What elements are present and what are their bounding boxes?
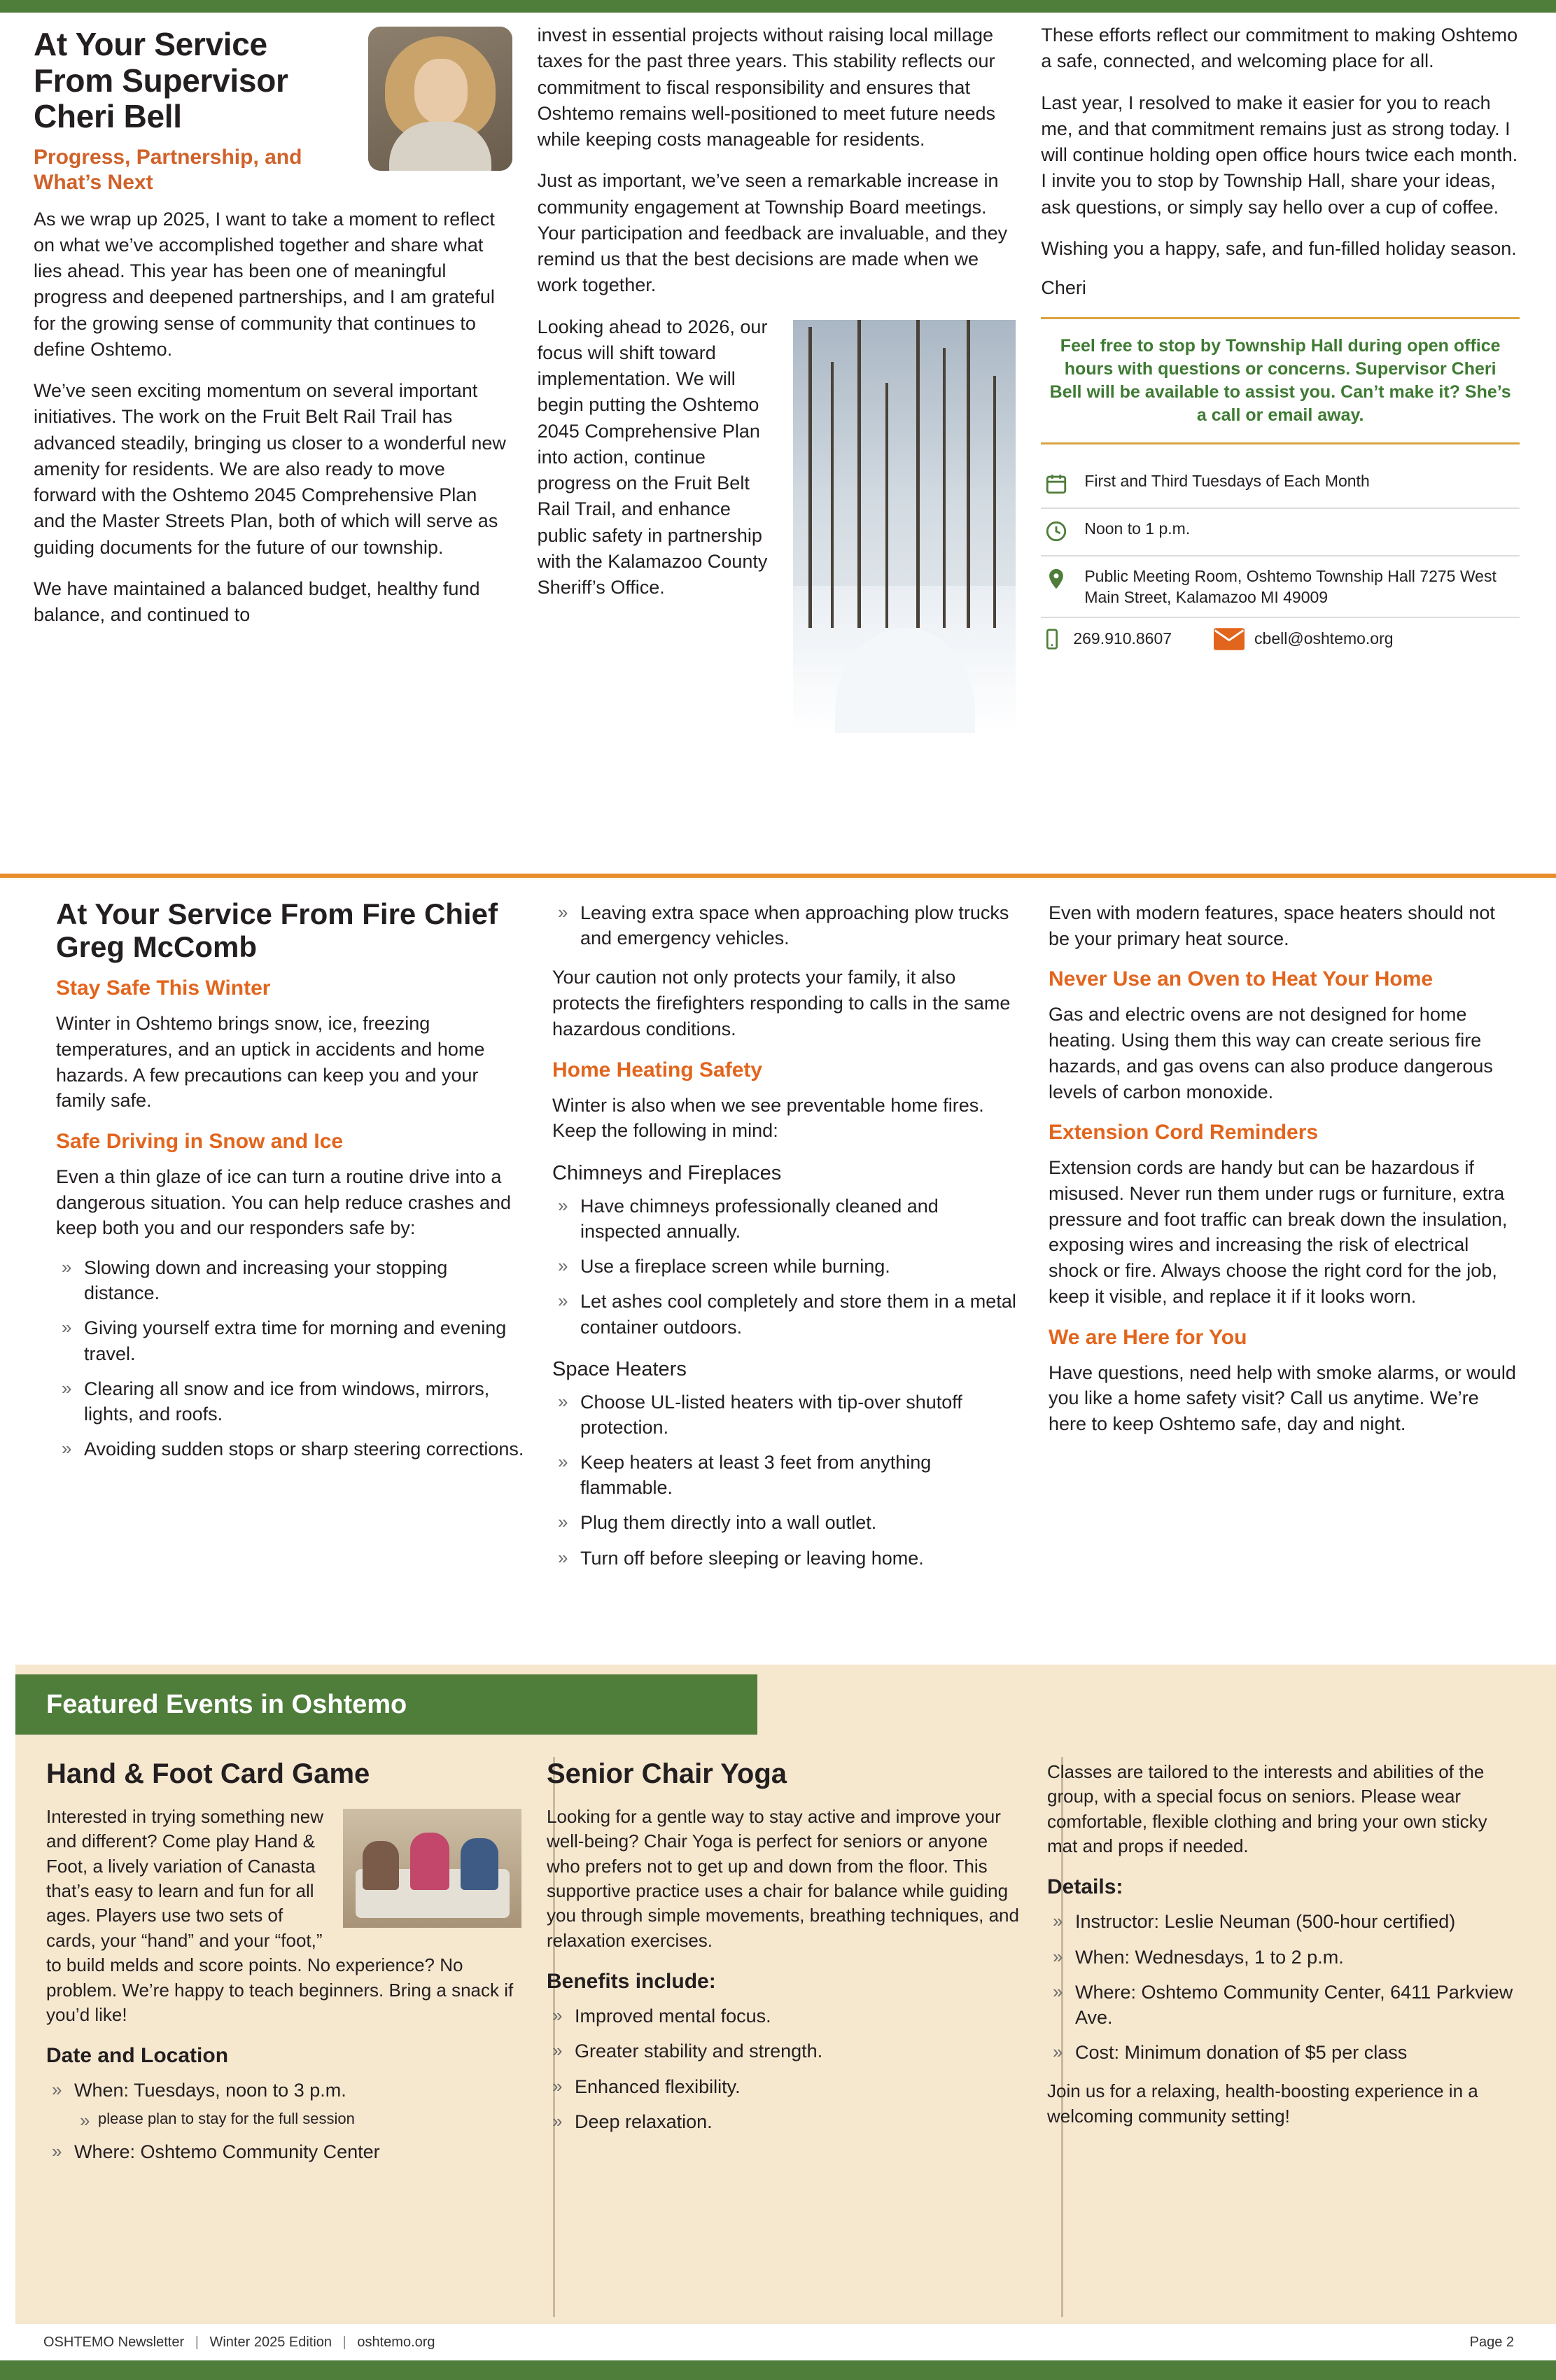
supervisor-paragraph: As we wrap up 2025, I want to take a moment to reflect on what we’ve accomplished together and share what lies ahead. This year has been one of meaningful progress and deepened partnerships, and I am grateful for the growing sense of community that continues to define Oshtemo. bbox=[34, 208, 495, 360]
info-row-schedule bbox=[1041, 461, 1520, 509]
footer-website[interactable]: oshtemo.org bbox=[357, 2334, 435, 2350]
info-schedule-text: First and Third Tuesdays of Each Month bbox=[1084, 472, 1370, 490]
event-description-chair-yoga: Looking for a gentle way to stay active and improve your well-being? Chair Yoga is perfect for seniors or anyone who prefers not to get up and down from the floor. This supportive practice uses a chair for balance while guiding you through simple movements, breathing techniques, and relaxation exercises. bbox=[547, 1806, 1019, 1951]
supervisor-signoff: Cheri bbox=[1041, 277, 1086, 298]
home-heating-intro: Winter is also when we see preventable home fires. Keep the following in mind: bbox=[552, 1094, 984, 1142]
page-footer bbox=[0, 2324, 1556, 2360]
heading-oven: Never Use an Oven to Heat Your Home bbox=[1049, 967, 1434, 991]
location-pin-icon bbox=[1041, 564, 1072, 594]
supervisor-paragraph: We’ve seen exciting momentum on several important initiatives. The work on the Fruit Belt Rail Trail has advanced steadily, bringing us closer to a wonderful new amenity for residents. We are also ready to move forward with the Oshtemo 2045 Comprehensive Plan and the Master Streets Plan, both of which will serve as guiding documents for the future of our township. bbox=[34, 380, 506, 558]
event-title-chair-yoga: Senior Chair Yoga bbox=[547, 1758, 787, 1789]
event1-when: When: Tuesdays, noon to 3 p.m. bbox=[74, 2080, 346, 2101]
fire-chief-section bbox=[0, 883, 1556, 1662]
event-card-chair-yoga bbox=[547, 1747, 1022, 2148]
event-card-chair-yoga-details bbox=[1047, 1747, 1522, 2143]
fire-chief-column-1 bbox=[56, 889, 527, 1476]
fire-chief-driving-text: Even a thin glaze of ice can turn a routine drive into a dangerous situation. You can help reduce crashes and keep both you and our responders safe by: bbox=[56, 1166, 511, 1239]
supervisor-paragraph: Wishing you a happy, safe, and fun-filled holiday season. bbox=[1041, 237, 1517, 259]
event-card-hand-and-foot bbox=[46, 1747, 521, 2178]
section-divider-orange bbox=[0, 874, 1556, 878]
chair-yoga-details-list bbox=[1047, 1909, 1522, 2065]
supervisor-paragraph: Looking ahead to 2026, our focus will shift toward implementation. We will begin putting the Oshtemo 2045 Comprehensive Plan into action, continue progress on the Fruit Belt Rail Trail, and enhance public safety in partnership with the Kalamazoo County Sheriff’s Office. bbox=[537, 316, 768, 598]
list-item bbox=[46, 2078, 521, 2129]
list-item: » Improved mental focus. bbox=[547, 2003, 1022, 2029]
list-item: » Instructor: Leslie Neuman (500-hour certified) bbox=[1047, 1909, 1522, 1934]
supervisor-paragraph: Just as important, we’ve seen a remarkable increase in community engagement at Township Board meetings. Your participation and feedback are invaluable, and they remind us that the best decisions are made when we work together. bbox=[537, 170, 1008, 296]
list-item: » Enhanced flexibility. bbox=[547, 2074, 1022, 2099]
chair-yoga-class-note: Classes are tailored to the interests and abilities of the group, with a special focus on seniors. Please wear comfortable, flexible clothing and bring your own sticky mat and props if needed. bbox=[1047, 1761, 1487, 1857]
heading-details: Details: bbox=[1047, 1875, 1123, 1899]
list-item: » Leaving extra space when approaching plow trucks and emergency vehicles. bbox=[552, 900, 1023, 951]
heading-chimneys: Chimneys and Fireplaces bbox=[552, 1161, 782, 1184]
supervisor-paragraph: Last year, I resolved to make it easier for you to reach me, and that commitment remains just as strong today. I will continue holding open office hours twice each month. I invite you to stop by Township Hall, share your ideas, ask questions, or simply say hello over a cup of coffee. bbox=[1041, 92, 1518, 218]
list-item: » When: Wednesdays, 1 to 2 p.m. bbox=[1047, 1945, 1522, 1970]
heading-stay-safe: Stay Safe This Winter bbox=[56, 976, 271, 1000]
info-row-time bbox=[1041, 509, 1520, 556]
event-description-hand-and-foot: Interested in trying something new and different? Come play Hand & Foot, a lively variation of Canasta that’s easy to learn and fun for all ages. Players use two sets of cards, your “hand” and your “foot,” to build melds and score points. No experience? No problem. We’re happy to teach beginners. Bring a snack if you’d like! bbox=[46, 1806, 514, 2025]
driving-tips-continued bbox=[552, 900, 1023, 951]
envelope-icon bbox=[1214, 628, 1245, 650]
fire-chief-column-2 bbox=[552, 889, 1023, 1585]
email-address: cbell@oshtemo.org bbox=[1254, 629, 1394, 648]
fire-chief-caution-text: Your caution not only protects your family, it also protects the firefighters responding to calls in the same hazardous conditions. bbox=[552, 967, 1011, 1040]
footer-separator: | bbox=[342, 2334, 346, 2350]
footer-edition: Winter 2025 Edition bbox=[209, 2334, 332, 2350]
supervisor-paragraph: These efforts reflect our commitment to making Oshtemo a safe, connected, and welcoming place for all. bbox=[1041, 24, 1518, 72]
heading-date-and-location: Date and Location bbox=[46, 2044, 229, 2068]
footer-separator: | bbox=[195, 2334, 199, 2350]
fire-chief-intro: Winter in Oshtemo brings snow, ice, freezing temperatures, and an uptick in accidents and home hazards. A few precautions can keep you and your family safe. bbox=[56, 1013, 485, 1112]
list-subitem: » please plan to stay for the full session bbox=[74, 2108, 521, 2129]
supervisor-column-2 bbox=[538, 22, 1016, 740]
heading-space-heaters: Space Heaters bbox=[552, 1357, 687, 1380]
space-heater-tips-list bbox=[552, 1390, 1023, 1571]
heading-extension-cords: Extension Cord Reminders bbox=[1049, 1121, 1319, 1144]
list-item: » Giving yourself extra time for morning and evening travel. bbox=[56, 1315, 527, 1366]
card-game-photo bbox=[343, 1809, 521, 1928]
list-item: » Plug them directly into a wall outlet. bbox=[552, 1510, 1023, 1535]
list-item: » Clearing all snow and ice from windows, mirrors, lights, and roofs. bbox=[56, 1376, 527, 1427]
event-title-hand-and-foot: Hand & Foot Card Game bbox=[46, 1758, 370, 1789]
contact-row bbox=[1041, 618, 1520, 650]
phone-number: 269.910.8607 bbox=[1073, 629, 1172, 648]
supervisor-headshot-photo bbox=[368, 27, 512, 171]
heading-benefits: Benefits include: bbox=[547, 1970, 716, 1994]
office-hours-info-list bbox=[1041, 461, 1520, 650]
calendar-icon bbox=[1041, 468, 1072, 499]
list-item: » Choose UL-listed heaters with tip-over shutoff protection. bbox=[552, 1390, 1023, 1440]
list-item: » Keep heaters at least 3 feet from anything flammable. bbox=[552, 1450, 1023, 1500]
mobile-phone-icon bbox=[1041, 628, 1063, 650]
featured-events-section bbox=[15, 1665, 1556, 2360]
winter-trail-photo bbox=[793, 320, 1016, 733]
list-item: » Avoiding sudden stops or sharp steering corrections. bbox=[56, 1436, 527, 1462]
list-item: » Greater stability and strength. bbox=[547, 2038, 1022, 2064]
fire-chief-title: At Your Service From Fire Chief Greg McComb bbox=[56, 897, 498, 964]
list-item: » Have chimneys professionally cleaned and inspected annually. bbox=[552, 1194, 1023, 1244]
list-item: » Slowing down and increasing your stopping distance. bbox=[56, 1255, 527, 1306]
chair-yoga-closing: Join us for a relaxing, health-boosting experience in a welcoming community setting! bbox=[1047, 2080, 1478, 2127]
chimney-tips-list bbox=[552, 1194, 1023, 1340]
office-hours-callout: Feel free to stop by Township Hall during open office hours with questions or concerns. Supervisor Cheri Bell will be available to assist you. Can’t make it? She’s a call or email away. bbox=[1041, 317, 1520, 444]
event1-details-list bbox=[46, 2078, 521, 2164]
extension-cord-text: Extension cords are handy but can be hazardous if misused. Never run them under rugs or furniture, extra pressure and foot traffic can break down the insulation, exposing wires and increasing the risk of electrical shock or fire. Always choose the right cord for the job, keep it visible, and replace it if it looks worn. bbox=[1049, 1157, 1508, 1307]
footer-page-number: Page 2 bbox=[1469, 2334, 1514, 2350]
footer-publication: OSHTEMO Newsletter bbox=[43, 2334, 185, 2350]
space-heater-note: Even with modern features, space heaters should not be your primary heat source. bbox=[1049, 902, 1495, 949]
heading-here-for-you: We are Here for You bbox=[1049, 1325, 1247, 1349]
list-item: » Cost: Minimum donation of $5 per class bbox=[1047, 2040, 1522, 2065]
supervisor-column-1 bbox=[34, 22, 512, 643]
phone-contact[interactable] bbox=[1041, 628, 1172, 650]
supervisor-section bbox=[0, 13, 1556, 868]
list-item: » Where: Oshtemo Community Center bbox=[46, 2139, 521, 2164]
bottom-green-bar bbox=[0, 2360, 1556, 2380]
clock-icon bbox=[1041, 516, 1072, 547]
supervisor-paragraph: invest in essential projects without raising local millage taxes for the past three years. This stability reflects our commitment to fiscal responsibility and ensures that Oshtemo remains well-positioned to meet future needs while keeping costs manageable for residents. bbox=[537, 24, 995, 150]
heading-safe-driving: Safe Driving in Snow and Ice bbox=[56, 1129, 344, 1153]
driving-tips-list bbox=[56, 1255, 527, 1462]
supervisor-title: At Your Service From Supervisor Cheri Bell bbox=[34, 26, 288, 135]
info-location-text: Public Meeting Room, Oshtemo Township Hall 7275 West Main Street, Kalamazoo MI 49009 bbox=[1084, 567, 1497, 606]
featured-events-banner: Featured Events in Oshtemo bbox=[15, 1674, 757, 1735]
supervisor-subhead: Progress, Partnership, and What’s Next bbox=[34, 145, 302, 194]
chair-yoga-benefits-list bbox=[547, 2003, 1022, 2134]
heading-home-heating: Home Heating Safety bbox=[552, 1058, 763, 1082]
list-item: » Let ashes cool completely and store them in a metal container outdoors. bbox=[552, 1289, 1023, 1339]
list-item: » Use a fireplace screen while burning. bbox=[552, 1254, 1023, 1279]
list-item: » Deep relaxation. bbox=[547, 2109, 1022, 2134]
list-item: » Turn off before sleeping or leaving home. bbox=[552, 1546, 1023, 1571]
fire-chief-column-3 bbox=[1049, 889, 1520, 1451]
here-for-you-text: Have questions, need help with smoke alarms, or would you like a home safety visit? Call us anytime. We’re here to keep Oshtemo safe, day and night. bbox=[1049, 1362, 1516, 1435]
supervisor-paragraph: We have maintained a balanced budget, healthy fund balance, and continued to bbox=[34, 578, 480, 626]
top-green-bar bbox=[0, 0, 1556, 13]
info-time-text: Noon to 1 p.m. bbox=[1084, 519, 1191, 538]
list-item: » Where: Oshtemo Community Center, 6411 Parkview Ave. bbox=[1047, 1980, 1522, 2030]
email-contact[interactable] bbox=[1214, 628, 1394, 650]
oven-text: Gas and electric ovens are not designed for home heating. Using them this way can create serious fire hazards, and gas ovens can also produce dangerous levels of carbon monoxide. bbox=[1049, 1004, 1493, 1102]
supervisor-column-3 bbox=[1041, 22, 1520, 650]
footer-left bbox=[43, 2334, 435, 2351]
info-row-location bbox=[1041, 556, 1520, 618]
